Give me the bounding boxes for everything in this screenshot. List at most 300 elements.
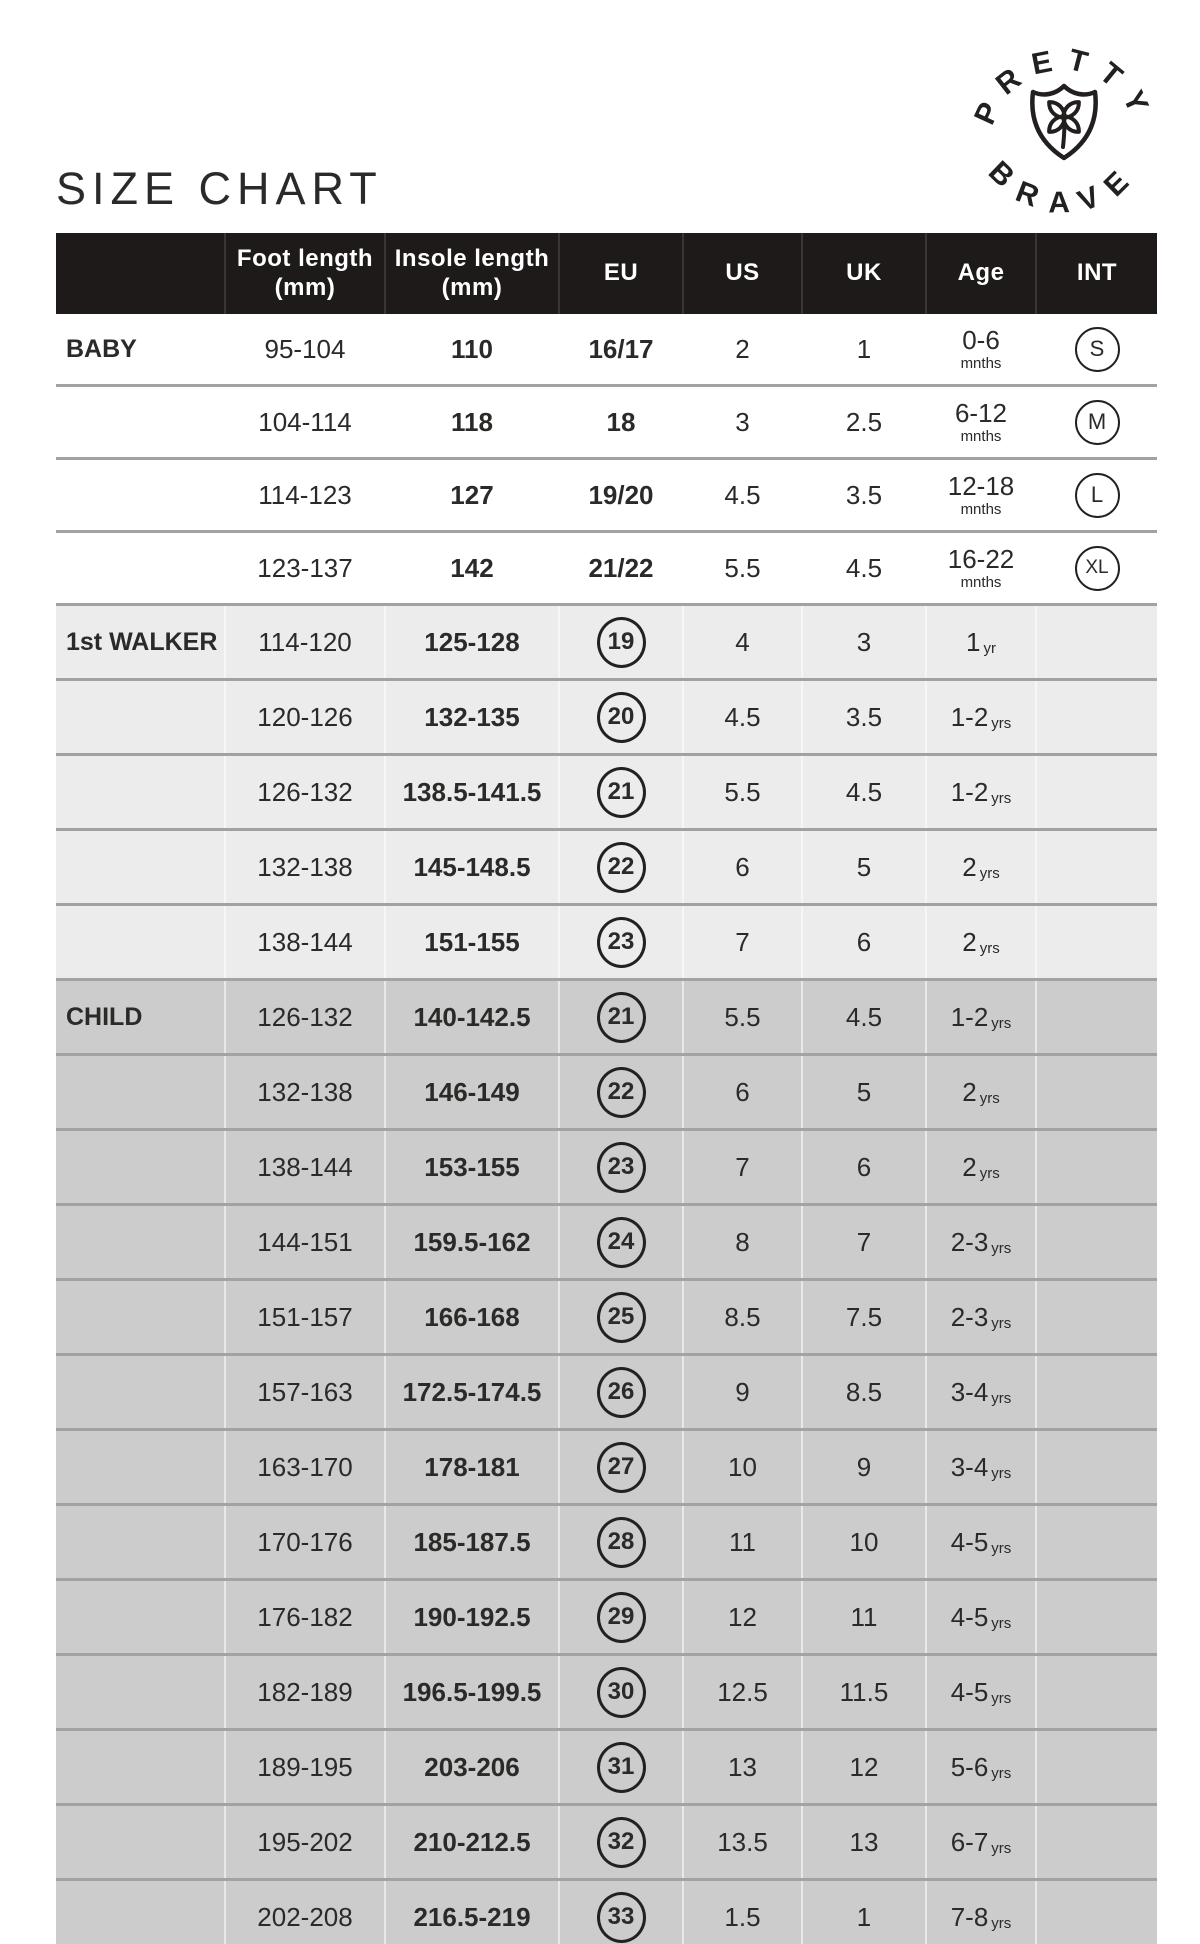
int-cell (1036, 605, 1157, 680)
int-cell (1036, 755, 1157, 830)
section-label-cell (56, 1730, 225, 1805)
us-cell: 10 (683, 1430, 802, 1505)
eu-cell (559, 1505, 683, 1580)
table-row (56, 532, 1157, 605)
int-size-badge: XL (1075, 546, 1120, 591)
int-cell (1036, 314, 1157, 386)
age-range: 3-4 (950, 1376, 989, 1407)
eu-size-badge: 24 (597, 1217, 646, 1268)
age-unit: mnths (960, 501, 1002, 519)
foot-length-cell: 182-189 (225, 1655, 385, 1730)
age-cell (926, 905, 1036, 980)
us-cell: 12 (683, 1580, 802, 1655)
section-label-cell (56, 532, 225, 605)
age-unit: yrs (991, 789, 1012, 807)
brand-logo (958, 14, 1170, 226)
eu-size-badge: 21 (597, 992, 646, 1043)
int-cell (1036, 1430, 1157, 1505)
int-size-badge: S (1075, 327, 1120, 372)
header-age: Age (926, 233, 1036, 314)
foot-length-cell: 202-208 (225, 1880, 385, 1944)
section-label-cell (56, 1655, 225, 1730)
age-cell (926, 605, 1036, 680)
age-range: 2 (962, 926, 977, 957)
us-cell: 3 (683, 386, 802, 459)
uk-cell: 6 (802, 1130, 926, 1205)
age-value (927, 397, 1035, 446)
age-value (951, 1602, 1012, 1633)
age-range: 1-2 (950, 701, 989, 732)
age-value (962, 1152, 999, 1183)
foot-length-cell: 132-138 (225, 830, 385, 905)
uk-cell: 8.5 (802, 1355, 926, 1430)
section-label-cell (56, 1205, 225, 1280)
int-cell (1036, 1580, 1157, 1655)
header-blank (56, 233, 225, 314)
section-label-cell (56, 1430, 225, 1505)
section-label-cell (56, 1130, 225, 1205)
eu-size-badge: 27 (597, 1442, 646, 1493)
uk-cell: 1 (802, 1880, 926, 1944)
table-row (56, 1580, 1157, 1655)
int-cell (1036, 980, 1157, 1055)
eu-size-badge: 32 (597, 1817, 646, 1868)
age-cell (926, 755, 1036, 830)
age-cell (926, 386, 1036, 459)
age-cell (926, 1055, 1036, 1130)
eu-size-value: 18 (606, 406, 636, 437)
insole-length-cell: 145-148.5 (385, 830, 559, 905)
age-range: 7-8 (950, 1901, 989, 1932)
us-cell: 6 (683, 830, 802, 905)
age-range: 2 (962, 1151, 977, 1182)
section-label-cell (56, 1880, 225, 1944)
age-cell (926, 459, 1036, 532)
int-cell (1036, 1880, 1157, 1944)
insole-length-cell: 153-155 (385, 1130, 559, 1205)
section-label-cell: 1st WALKER (56, 605, 225, 680)
uk-cell: 3 (802, 605, 926, 680)
header-row (56, 233, 1157, 314)
foot-length-cell: 138-144 (225, 905, 385, 980)
us-cell: 7 (683, 905, 802, 980)
foot-length-cell: 157-163 (225, 1355, 385, 1430)
eu-cell (559, 314, 683, 386)
us-cell: 5.5 (683, 532, 802, 605)
eu-cell (559, 755, 683, 830)
age-value (951, 1902, 1012, 1933)
us-cell: 5.5 (683, 755, 802, 830)
int-cell (1036, 905, 1157, 980)
age-unit: yrs (991, 1314, 1012, 1332)
age-unit: mnths (960, 355, 1002, 373)
age-unit: yrs (991, 1764, 1012, 1782)
age-range: 4-5 (950, 1526, 989, 1557)
insole-length-cell: 166-168 (385, 1280, 559, 1355)
header-foot-length (225, 233, 385, 314)
eu-cell (559, 459, 683, 532)
table-row (56, 1355, 1157, 1430)
age-cell (926, 1430, 1036, 1505)
age-range: 16-22 (947, 543, 1015, 574)
uk-cell: 9 (802, 1430, 926, 1505)
section-label-cell (56, 1280, 225, 1355)
table-row (56, 1130, 1157, 1205)
table-row (56, 1280, 1157, 1355)
int-cell (1036, 680, 1157, 755)
header-foot-line2: (mm) (274, 273, 336, 301)
age-value (951, 1752, 1012, 1783)
eu-cell (559, 980, 683, 1055)
uk-cell: 7 (802, 1205, 926, 1280)
eu-cell (559, 830, 683, 905)
size-table (56, 233, 1157, 1944)
table-row (56, 905, 1157, 980)
age-range: 2 (962, 1076, 977, 1107)
us-cell: 4.5 (683, 680, 802, 755)
eu-size-badge: 23 (597, 917, 646, 968)
age-unit: mnths (960, 428, 1002, 446)
section-label-cell (56, 755, 225, 830)
int-cell (1036, 1730, 1157, 1805)
age-value (951, 1227, 1012, 1258)
foot-length-cell: 114-123 (225, 459, 385, 532)
uk-cell: 11.5 (802, 1655, 926, 1730)
eu-cell (559, 605, 683, 680)
uk-cell: 3.5 (802, 459, 926, 532)
uk-cell: 5 (802, 1055, 926, 1130)
logo-text-top: PRETTY (968, 42, 1160, 130)
section-label-cell (56, 459, 225, 532)
age-unit: yrs (991, 1239, 1012, 1257)
int-cell (1036, 1205, 1157, 1280)
foot-length-cell: 123-137 (225, 532, 385, 605)
uk-cell: 12 (802, 1730, 926, 1805)
insole-length-cell: 203-206 (385, 1730, 559, 1805)
us-cell: 4.5 (683, 459, 802, 532)
us-cell: 6 (683, 1055, 802, 1130)
uk-cell: 11 (802, 1580, 926, 1655)
us-cell: 9 (683, 1355, 802, 1430)
insole-length-cell: 216.5-219 (385, 1880, 559, 1944)
table-row (56, 314, 1157, 386)
uk-cell: 4.5 (802, 980, 926, 1055)
age-value (951, 1677, 1012, 1708)
uk-cell: 10 (802, 1505, 926, 1580)
eu-size-badge: 26 (597, 1367, 646, 1418)
svg-text:BRAVE (982, 155, 1146, 220)
insole-length-cell: 132-135 (385, 680, 559, 755)
eu-size-badge: 22 (597, 1067, 646, 1118)
section-label-cell (56, 1355, 225, 1430)
age-cell (926, 314, 1036, 386)
insole-length-cell: 140-142.5 (385, 980, 559, 1055)
eu-size-value: 16/17 (588, 333, 654, 364)
age-value (951, 1302, 1012, 1333)
foot-length-cell: 189-195 (225, 1730, 385, 1805)
insole-length-cell: 151-155 (385, 905, 559, 980)
age-value (951, 702, 1012, 733)
int-cell (1036, 1655, 1157, 1730)
eu-size-badge: 19 (597, 617, 646, 668)
eu-size-badge: 23 (597, 1142, 646, 1193)
table-row (56, 605, 1157, 680)
logo-text-bottom: BRAVE (982, 154, 1146, 220)
age-cell (926, 1130, 1036, 1205)
foot-length-cell: 126-132 (225, 980, 385, 1055)
uk-cell: 5 (802, 830, 926, 905)
foot-length-cell: 176-182 (225, 1580, 385, 1655)
header-insole-line2: (mm) (441, 273, 503, 301)
insole-length-cell: 146-149 (385, 1055, 559, 1130)
table-row (56, 755, 1157, 830)
insole-length-cell: 196.5-199.5 (385, 1655, 559, 1730)
table-row (56, 1730, 1157, 1805)
age-cell (926, 980, 1036, 1055)
age-cell (926, 1580, 1036, 1655)
section-label-cell (56, 680, 225, 755)
eu-size-value: 21/22 (588, 552, 654, 583)
age-cell (926, 1205, 1036, 1280)
age-unit: yrs (991, 1689, 1012, 1707)
int-size-badge: L (1075, 473, 1120, 518)
us-cell: 13.5 (683, 1805, 802, 1880)
section-label-cell (56, 386, 225, 459)
age-unit: yrs (991, 1539, 1012, 1557)
age-value (951, 1377, 1012, 1408)
table-row (56, 386, 1157, 459)
foot-length-cell: 126-132 (225, 755, 385, 830)
us-cell: 1.5 (683, 1880, 802, 1944)
header-uk: UK (802, 233, 926, 314)
eu-cell (559, 1805, 683, 1880)
section-label-cell (56, 905, 225, 980)
us-cell: 12.5 (683, 1655, 802, 1730)
eu-size-value: 19/20 (588, 479, 654, 510)
section-label-cell (56, 830, 225, 905)
age-range: 5-6 (950, 1751, 989, 1782)
header-us: US (683, 233, 802, 314)
insole-length-cell: 110 (385, 314, 559, 386)
table-row (56, 1805, 1157, 1880)
age-range: 1-2 (950, 776, 989, 807)
foot-length-cell: 95-104 (225, 314, 385, 386)
table-row (56, 1055, 1157, 1130)
age-unit: yrs (991, 1614, 1012, 1632)
insole-length-cell: 159.5-162 (385, 1205, 559, 1280)
shield-clover-icon (1032, 86, 1095, 158)
header-insole-length (385, 233, 559, 314)
section-label-cell (56, 1055, 225, 1130)
age-unit: yrs (979, 1164, 1000, 1182)
brand-logo-svg (958, 14, 1170, 226)
foot-length-cell: 170-176 (225, 1505, 385, 1580)
header-insole-line1: Insole length (394, 244, 550, 272)
foot-length-cell: 163-170 (225, 1430, 385, 1505)
insole-length-cell: 118 (385, 386, 559, 459)
eu-cell (559, 386, 683, 459)
header-eu: EU (559, 233, 683, 314)
insole-length-cell: 142 (385, 532, 559, 605)
uk-cell: 4.5 (802, 755, 926, 830)
eu-size-badge: 20 (597, 692, 646, 743)
table-row (56, 680, 1157, 755)
section-label-cell (56, 1505, 225, 1580)
age-value (951, 1002, 1012, 1033)
age-value (927, 470, 1035, 519)
int-cell (1036, 830, 1157, 905)
age-range: 6-12 (954, 397, 1008, 428)
eu-cell (559, 1655, 683, 1730)
age-cell (926, 680, 1036, 755)
int-cell (1036, 1130, 1157, 1205)
eu-size-badge: 22 (597, 842, 646, 893)
age-cell (926, 1280, 1036, 1355)
int-size-badge: M (1075, 400, 1120, 445)
us-cell: 13 (683, 1730, 802, 1805)
age-unit: yrs (979, 864, 1000, 882)
insole-length-cell: 178-181 (385, 1430, 559, 1505)
eu-cell (559, 680, 683, 755)
age-range: 1 (966, 626, 981, 657)
age-unit: mnths (960, 574, 1002, 592)
table-row (56, 1505, 1157, 1580)
int-cell (1036, 1055, 1157, 1130)
int-cell (1036, 1805, 1157, 1880)
insole-length-cell: 138.5-141.5 (385, 755, 559, 830)
age-range: 2-3 (950, 1301, 989, 1332)
foot-length-cell: 151-157 (225, 1280, 385, 1355)
eu-cell (559, 1280, 683, 1355)
eu-size-badge: 21 (597, 767, 646, 818)
int-cell (1036, 386, 1157, 459)
header-foot-line1: Foot length (236, 244, 374, 272)
age-unit: yrs (991, 1389, 1012, 1407)
age-value (951, 1452, 1012, 1483)
age-cell (926, 830, 1036, 905)
table-row (56, 830, 1157, 905)
age-value (927, 324, 1035, 373)
age-cell (926, 1805, 1036, 1880)
uk-cell: 6 (802, 905, 926, 980)
age-unit: yrs (979, 939, 1000, 957)
eu-cell (559, 905, 683, 980)
age-value (962, 927, 999, 958)
age-range: 6-7 (950, 1826, 989, 1857)
us-cell: 2 (683, 314, 802, 386)
foot-length-cell: 114-120 (225, 605, 385, 680)
uk-cell: 4.5 (802, 532, 926, 605)
age-unit: yrs (991, 1014, 1012, 1032)
int-cell (1036, 459, 1157, 532)
table-row (56, 1880, 1157, 1944)
age-unit: yr (983, 639, 996, 657)
age-unit: yrs (979, 1089, 1000, 1107)
page-title: SIZE CHART (56, 163, 383, 214)
foot-length-cell: 104-114 (225, 386, 385, 459)
age-range: 4-5 (950, 1676, 989, 1707)
age-value (951, 1527, 1012, 1558)
insole-length-cell: 127 (385, 459, 559, 532)
age-range: 2-3 (950, 1226, 989, 1257)
age-unit: yrs (991, 1464, 1012, 1482)
us-cell: 7 (683, 1130, 802, 1205)
eu-size-badge: 31 (597, 1742, 646, 1793)
age-range: 3-4 (950, 1451, 989, 1482)
age-cell (926, 1355, 1036, 1430)
us-cell: 5.5 (683, 980, 802, 1055)
int-cell (1036, 532, 1157, 605)
table-row (56, 1430, 1157, 1505)
foot-length-cell: 132-138 (225, 1055, 385, 1130)
age-range: 4-5 (950, 1601, 989, 1632)
eu-size-badge: 30 (597, 1667, 646, 1718)
insole-length-cell: 125-128 (385, 605, 559, 680)
age-unit: yrs (991, 714, 1012, 732)
foot-length-cell: 138-144 (225, 1130, 385, 1205)
uk-cell: 3.5 (802, 680, 926, 755)
age-range: 12-18 (947, 470, 1015, 501)
age-cell (926, 1505, 1036, 1580)
eu-cell (559, 532, 683, 605)
int-cell (1036, 1505, 1157, 1580)
age-unit: yrs (991, 1914, 1012, 1932)
age-value (962, 852, 999, 883)
age-range: 1-2 (950, 1001, 989, 1032)
section-label-cell: CHILD (56, 980, 225, 1055)
uk-cell: 2.5 (802, 386, 926, 459)
size-table-body (56, 314, 1157, 1944)
age-range: 2 (962, 851, 977, 882)
age-unit: yrs (991, 1839, 1012, 1857)
section-label-cell (56, 1805, 225, 1880)
eu-cell (559, 1580, 683, 1655)
age-cell (926, 1655, 1036, 1730)
age-value (951, 1827, 1012, 1858)
insole-length-cell: 172.5-174.5 (385, 1355, 559, 1430)
eu-size-badge: 33 (597, 1892, 646, 1943)
uk-cell: 13 (802, 1805, 926, 1880)
us-cell: 11 (683, 1505, 802, 1580)
section-label-cell: BABY (56, 314, 225, 386)
age-range: 0-6 (962, 324, 1000, 355)
table-row (56, 459, 1157, 532)
eu-size-badge: 28 (597, 1517, 646, 1568)
header-int: INT (1036, 233, 1157, 314)
table-row (56, 1205, 1157, 1280)
table-row (56, 1655, 1157, 1730)
age-cell (926, 1880, 1036, 1944)
eu-cell (559, 1430, 683, 1505)
table-row (56, 980, 1157, 1055)
eu-cell (559, 1355, 683, 1430)
us-cell: 8 (683, 1205, 802, 1280)
eu-cell (559, 1880, 683, 1944)
foot-length-cell: 120-126 (225, 680, 385, 755)
age-value (951, 777, 1012, 808)
foot-length-cell: 195-202 (225, 1805, 385, 1880)
eu-cell (559, 1055, 683, 1130)
us-cell: 8.5 (683, 1280, 802, 1355)
int-cell (1036, 1280, 1157, 1355)
eu-size-badge: 29 (597, 1592, 646, 1643)
age-value (927, 543, 1035, 592)
age-value (966, 627, 996, 658)
insole-length-cell: 210-212.5 (385, 1805, 559, 1880)
age-cell (926, 532, 1036, 605)
uk-cell: 7.5 (802, 1280, 926, 1355)
age-cell (926, 1730, 1036, 1805)
